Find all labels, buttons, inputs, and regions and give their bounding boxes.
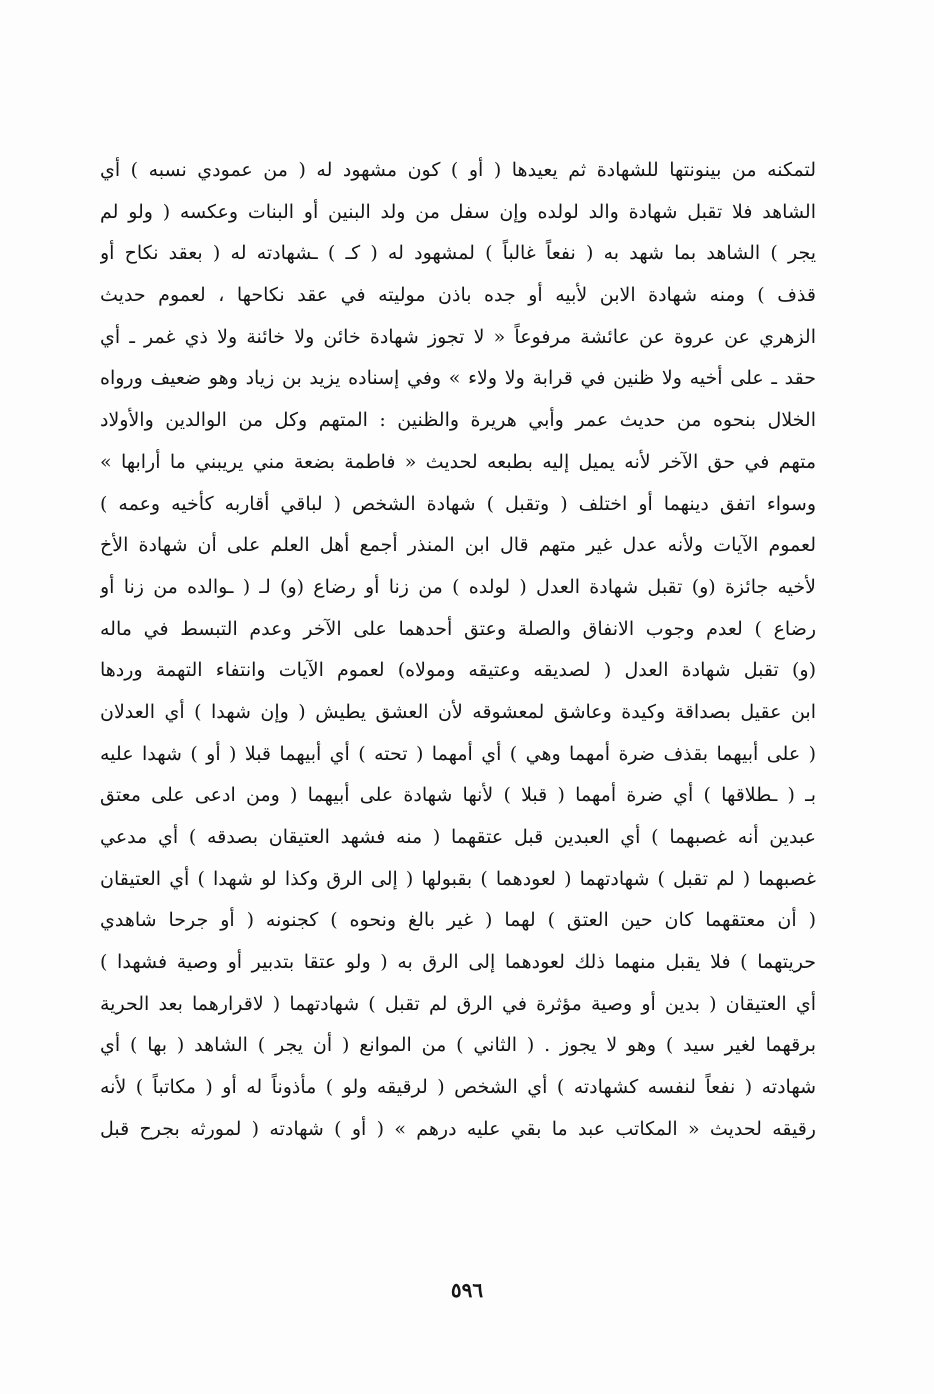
text-line: رضاع ) لعدم وجوب الانفاق والصلة وعتق أحدهما على الآخر وعدم التبسط في ماله [100, 617, 816, 640]
text-line: ( على أبيهما بقذف ضرة أمهما وهي ) أي أمهما ( تحته ) أي أبيهما قبلا ( أو ) شهدا عليه [100, 742, 816, 765]
text-line: ابن عقيل بصداقة وكيدة وعاشق لمعشوقه لأن العشق يطيش ( وإن شهدا ) أي العدلان [100, 700, 816, 723]
text-line: يجر ) الشاهد بما شهد به ( نفعاً غالباً ) لمشهود له ( كـ ) ـشهادته له ( بعقد نكاح أو [100, 242, 816, 265]
text-line: ( أن معتقهما كان حين العتق ) لهما ( غير بالغ ونحوه ) كجنونه ( أو جرحا شاهدي [100, 909, 816, 932]
text-line: قذف ) ومنه شهادة الابن لأبيه أو جده باذن موليته في عقد نكاحها ، لعموم حديث [100, 284, 816, 307]
text-line: برقهما لغير سيد ) وهو لا يجوز . ( الثاني ) من الموانع ( أن يجر ) الشاهد ( بها ) أي [100, 1034, 816, 1057]
page-number: ٥٩٦ [450, 1278, 484, 1302]
text-line: متهم في حق الآخر لأنه يميل إليه بطبعه لحديث « فاطمة بضعة مني يريبني ما أرابها » [100, 450, 816, 473]
text-line: بـ ( ـطلاقها ) أي ضرة أمهما ( قبلا ) لأنها شهادة على أبيهما ( ومن ادعى على معتق [100, 784, 816, 807]
main-text [100, 150, 816, 1151]
text-line: شهادته ( نفعاً لنفسه كشهادته ) أي الشخص ( لرقيقه ولو ) مأذوناً له أو ( مكاتباً ) لأنه [100, 1076, 816, 1099]
text-line: غصبهما ( لم تقبل ) شهادتهما ( لعودهما ) بقبولها ( إلى الرق وكذا لو شهدا ) أي العتيقان [100, 867, 816, 890]
text-line: الزهري عن عروة عن عائشة مرفوعاً « لا تجوز شهادة خائن ولا خائنة ولا ذي غمر ـ أي [100, 325, 816, 348]
text-line: لعموم الآيات ولأنه عدل غير متهم قال ابن المنذر أجمع أهل العلم على أن شهادة الأخ [100, 534, 816, 557]
text-line: عبدين أنه غصبهما ) أي العبدين قبل عتقهما ( منه فشهد العتيقان بصدقه ) أي مدعي [100, 826, 816, 848]
text-line: رقيقه لحديث « المكاتب عبد ما بقي عليه درهم » ( أو ) شهادته ( لمورثه بجرح قبل [100, 1117, 816, 1140]
text-line: حريتهما ) فلا يقبل منهما ذلك لعودهما إلى الرق به ( ولو عتقا بتدبير أو وصية فشهدا ) [100, 951, 816, 974]
text-line: لتمكنه من بينونتها للشهادة ثم يعيدها ( أو ) كون مشهود له ( من عمودي نسبه ) أي [100, 159, 816, 181]
text-line: الخلال بنحوه من حديث عمر وأبي هريرة والظنين : المتهم وكل من الوالدين والأولاد [100, 409, 816, 432]
text-line: أي العتيقان ( بدين أو وصية مؤثرة في الرق لم تقبل ) شهادتهما ( لاقرارهما بعد الحرية [100, 992, 816, 1015]
text-line: الشاهد فلا تقبل شهادة والد لولده وإن سفل من ولد البنين أو البنات وعكسه ( ولو لم [100, 200, 816, 223]
text-line: (و) تقبل شهادة العدل ( لصديقه وعتيقه ومولاه) لعموم الآيات وانتفاء التهمة وردها [100, 659, 816, 682]
text-line: وسواء اتفق دينهما أو اختلف ( وتقبل ) شهادة الشخص ( لباقي أقاربه كأخيه وعمه ) [100, 492, 816, 515]
text-line: لأخيه جائزة (و) تقبل شهادة العدل ( لولده ) من زنا أو رضاع (و) لـ ( ـوالده من زنا أو [100, 575, 816, 598]
text-line: حقد ـ على أخيه ولا ظنين في قرابة ولا ولاء » وفي إسناده يزيد بن زياد وهو ضعيف ورواه [100, 367, 816, 390]
